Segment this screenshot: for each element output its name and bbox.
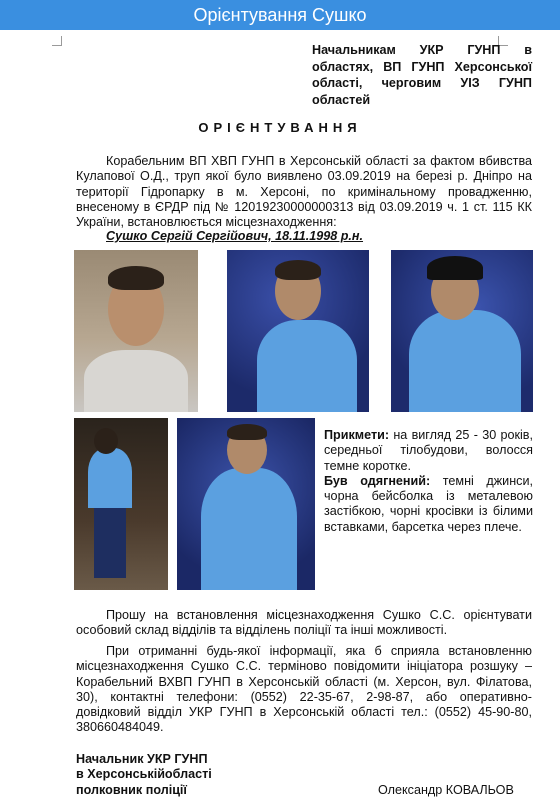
signs-text: на вигляд 25 - 30 років, середньої тілобудови, волосся темне коротке.: [324, 428, 533, 473]
document-heading: ОРІЄНТУВАННЯ: [198, 120, 362, 135]
wanted-person-name: Сушко Сергій Сергійович, 18.11.1998 р.н.: [106, 229, 364, 243]
description-block: [324, 428, 533, 535]
intro-paragraph: Корабельним ВП ХВП ГУНП в Херсонській області за фактом вбивства Кулапової О.Д., труп якої було виявлено 03.09.2019 на березі р. Дніпро на території Гідропарку в м. Херсоні, по кримінальному провадженню, внесеному в ЄРДР під № 12019230000000313 від 03.09.2019 ч. 1 ст. 115 КК України, встановлюється місцезнаходження:: [76, 154, 532, 230]
crop-mark-left: [52, 36, 62, 46]
portrait-photo: [74, 250, 198, 412]
clothes-label: Був одягнений:: [324, 473, 431, 488]
contact-paragraph: При отриманні будь-якої інформації, яка б сприяла встановленню місцезнаходження Сушко С.С. терміново повідомити ініціатора розшуку – Корабельний ВХВП ГУНП в Херсонській області (м. Херсон, вул. Філатова, 30), контактні телефони: (0552) 22-35-67, 2-98-87, або оперативно-довідковий відділ УКР ГУНП в Херсонській області тел.: (0552) 45-90-80, 380660484049.: [76, 644, 532, 735]
document-title: Орієнтування Сушко: [193, 4, 367, 25]
request-paragraph: Прошу на встановлення місцезнаходження Сушко С.С. орієнтувати особовий склад відділів та відділень поліції та інші можливості.: [76, 608, 532, 638]
title-bar: [0, 0, 560, 30]
signs-label: Прикмети:: [324, 428, 390, 442]
signer-position: Начальник УКР ГУНП: [76, 752, 208, 766]
cctv-photo-3: [74, 418, 168, 590]
signer-rank: полковник поліції: [76, 782, 187, 797]
addressee-block: Начальникам УКР ГУНП в областях, ВП ГУНП Херсонської області, черговим УІЗ ГУНП областей: [312, 43, 532, 107]
signer-name: Олександр КОВАЛЬОВ: [378, 783, 514, 797]
clothes-text: темні джинси, чорна бейсболка із металевою застібкою, чорні кросівки із білими вставками, барсетка через плече.: [324, 473, 533, 534]
cctv-photo-2: [391, 250, 533, 412]
cctv-photo-4: [177, 418, 315, 590]
signer-block: [76, 752, 212, 798]
cctv-photo-1: [227, 250, 369, 412]
signer-region: в Херсонськійобласті: [76, 767, 212, 782]
